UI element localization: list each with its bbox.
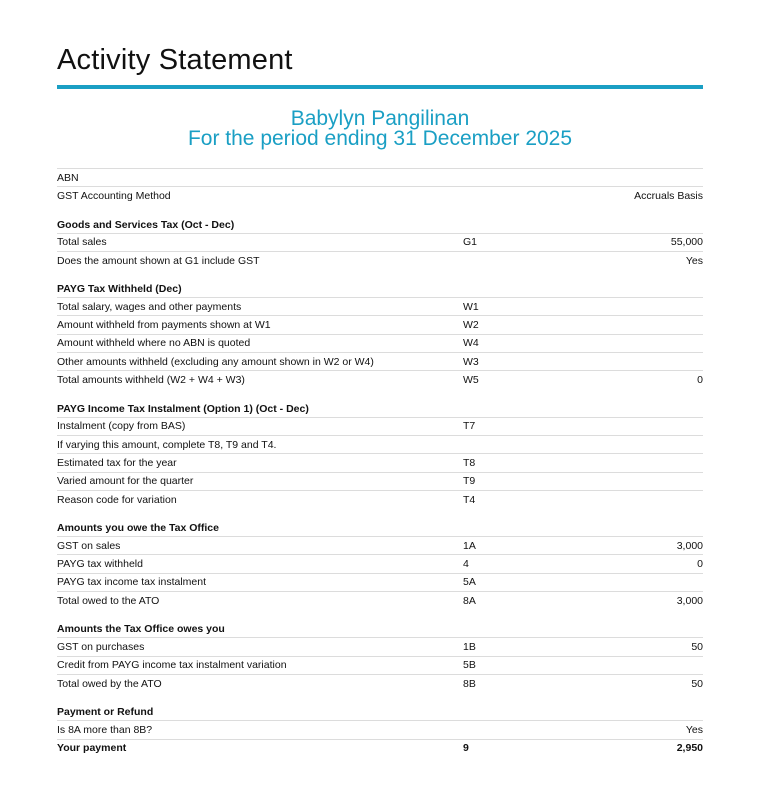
row-label: ABN (57, 169, 463, 187)
row-label: GST on purchases (57, 638, 463, 656)
row-label: If varying this amount, complete T8, T9 and T4. (57, 435, 463, 453)
row-value (583, 353, 703, 371)
row-code: 5A (463, 573, 583, 591)
statement-row (57, 721, 703, 739)
section-heading (57, 508, 703, 537)
row-value (583, 454, 703, 472)
row-value: Yes (583, 721, 703, 739)
statement-row (57, 490, 703, 508)
section-heading-label: Payment or Refund (57, 706, 154, 719)
row-code: 1A (463, 537, 583, 555)
statement-row (57, 187, 703, 205)
row-value: 50 (583, 638, 703, 656)
row-value: 0 (583, 555, 703, 573)
statement-row (57, 638, 703, 656)
row-value (583, 417, 703, 435)
row-code (463, 251, 583, 269)
statement-row (57, 555, 703, 573)
row-value: Yes (583, 251, 703, 269)
row-code: 5B (463, 656, 583, 674)
row-label: Total owed by the ATO (57, 674, 463, 692)
row-value (583, 435, 703, 453)
row-label: GST Accounting Method (57, 187, 463, 205)
row-value (583, 573, 703, 591)
row-code (463, 169, 583, 187)
row-code: 8B (463, 674, 583, 692)
row-label: PAYG tax income tax instalment (57, 573, 463, 591)
section-heading (57, 205, 703, 234)
statement-row (57, 592, 703, 610)
statement-row (57, 353, 703, 371)
row-code (463, 721, 583, 739)
row-value: 0 (583, 371, 703, 389)
statement-row (57, 251, 703, 269)
statement-row (57, 417, 703, 435)
row-value: 55,000 (583, 233, 703, 251)
section-heading (57, 692, 703, 721)
row-value (583, 169, 703, 187)
row-value: 50 (583, 674, 703, 692)
title-divider (57, 85, 703, 89)
period-heading: For the period ending 31 December 2025 (187, 127, 573, 150)
row-code: 8A (463, 592, 583, 610)
row-label: Amount withheld where no ABN is quoted (57, 334, 463, 352)
row-label: Does the amount shown at G1 include GST (57, 251, 463, 269)
row-code: G1 (463, 233, 583, 251)
row-value: 2,950 (583, 739, 703, 757)
row-label: Other amounts withheld (excluding any amount shown in W2 or W4) (57, 353, 463, 371)
section-heading-label: PAYG Income Tax Instalment (Option 1) (Oct - Dec) (57, 402, 309, 415)
row-label: Reason code for variation (57, 490, 463, 508)
row-value: 3,000 (583, 592, 703, 610)
row-code: T4 (463, 490, 583, 508)
taxpayer-name: Babylyn Pangilinan (290, 107, 470, 130)
section-heading-label: Amounts you owe the Tax Office (57, 522, 219, 535)
statement-row (57, 573, 703, 591)
row-code: T9 (463, 472, 583, 490)
row-code: W3 (463, 353, 583, 371)
row-code: T8 (463, 454, 583, 472)
statement-row (57, 169, 703, 187)
row-value (583, 316, 703, 334)
statement-row (57, 233, 703, 251)
row-value (583, 472, 703, 490)
statement-row (57, 656, 703, 674)
section-heading (57, 269, 703, 298)
row-code (463, 187, 583, 205)
payment-total-row (57, 739, 703, 757)
row-code: W5 (463, 371, 583, 389)
statement-row (57, 537, 703, 555)
row-label: Is 8A more than 8B? (57, 721, 463, 739)
row-label: PAYG tax withheld (57, 555, 463, 573)
section-heading (57, 389, 703, 418)
row-value (583, 490, 703, 508)
row-code: W2 (463, 316, 583, 334)
row-code: T7 (463, 417, 583, 435)
row-label: Varied amount for the quarter (57, 472, 463, 490)
statement-row (57, 371, 703, 389)
row-label: Your payment (57, 739, 463, 757)
row-value (583, 656, 703, 674)
row-value: 3,000 (583, 537, 703, 555)
row-label: Total owed to the ATO (57, 592, 463, 610)
row-code: W1 (463, 298, 583, 316)
row-label: Estimated tax for the year (57, 454, 463, 472)
row-label: Credit from PAYG income tax instalment variation (57, 656, 463, 674)
section-heading-label: PAYG Tax Withheld (Dec) (57, 283, 182, 296)
row-label: Total sales (57, 233, 463, 251)
statement-row (57, 435, 703, 453)
statement-row (57, 472, 703, 490)
document-title: Activity Statement (57, 44, 293, 76)
row-value: Accruals Basis (583, 187, 703, 205)
row-value (583, 334, 703, 352)
statement-row (57, 334, 703, 352)
row-label: Amount withheld from payments shown at W1 (57, 316, 463, 334)
section-heading-label: Amounts the Tax Office owes you (57, 623, 225, 636)
row-code: 9 (463, 739, 583, 757)
row-label: GST on sales (57, 537, 463, 555)
section-heading (57, 609, 703, 638)
section-heading-label: Goods and Services Tax (Oct - Dec) (57, 218, 235, 231)
row-label: Total salary, wages and other payments (57, 298, 463, 316)
row-code: 4 (463, 555, 583, 573)
row-value (583, 298, 703, 316)
statement-table (57, 168, 703, 757)
row-label: Total amounts withheld (W2 + W4 + W3) (57, 371, 463, 389)
row-code (463, 435, 583, 453)
statement-row (57, 298, 703, 316)
row-code: W4 (463, 334, 583, 352)
row-label: Instalment (copy from BAS) (57, 417, 463, 435)
statement-row (57, 454, 703, 472)
statement-row (57, 674, 703, 692)
statement-row (57, 316, 703, 334)
row-code: 1B (463, 638, 583, 656)
